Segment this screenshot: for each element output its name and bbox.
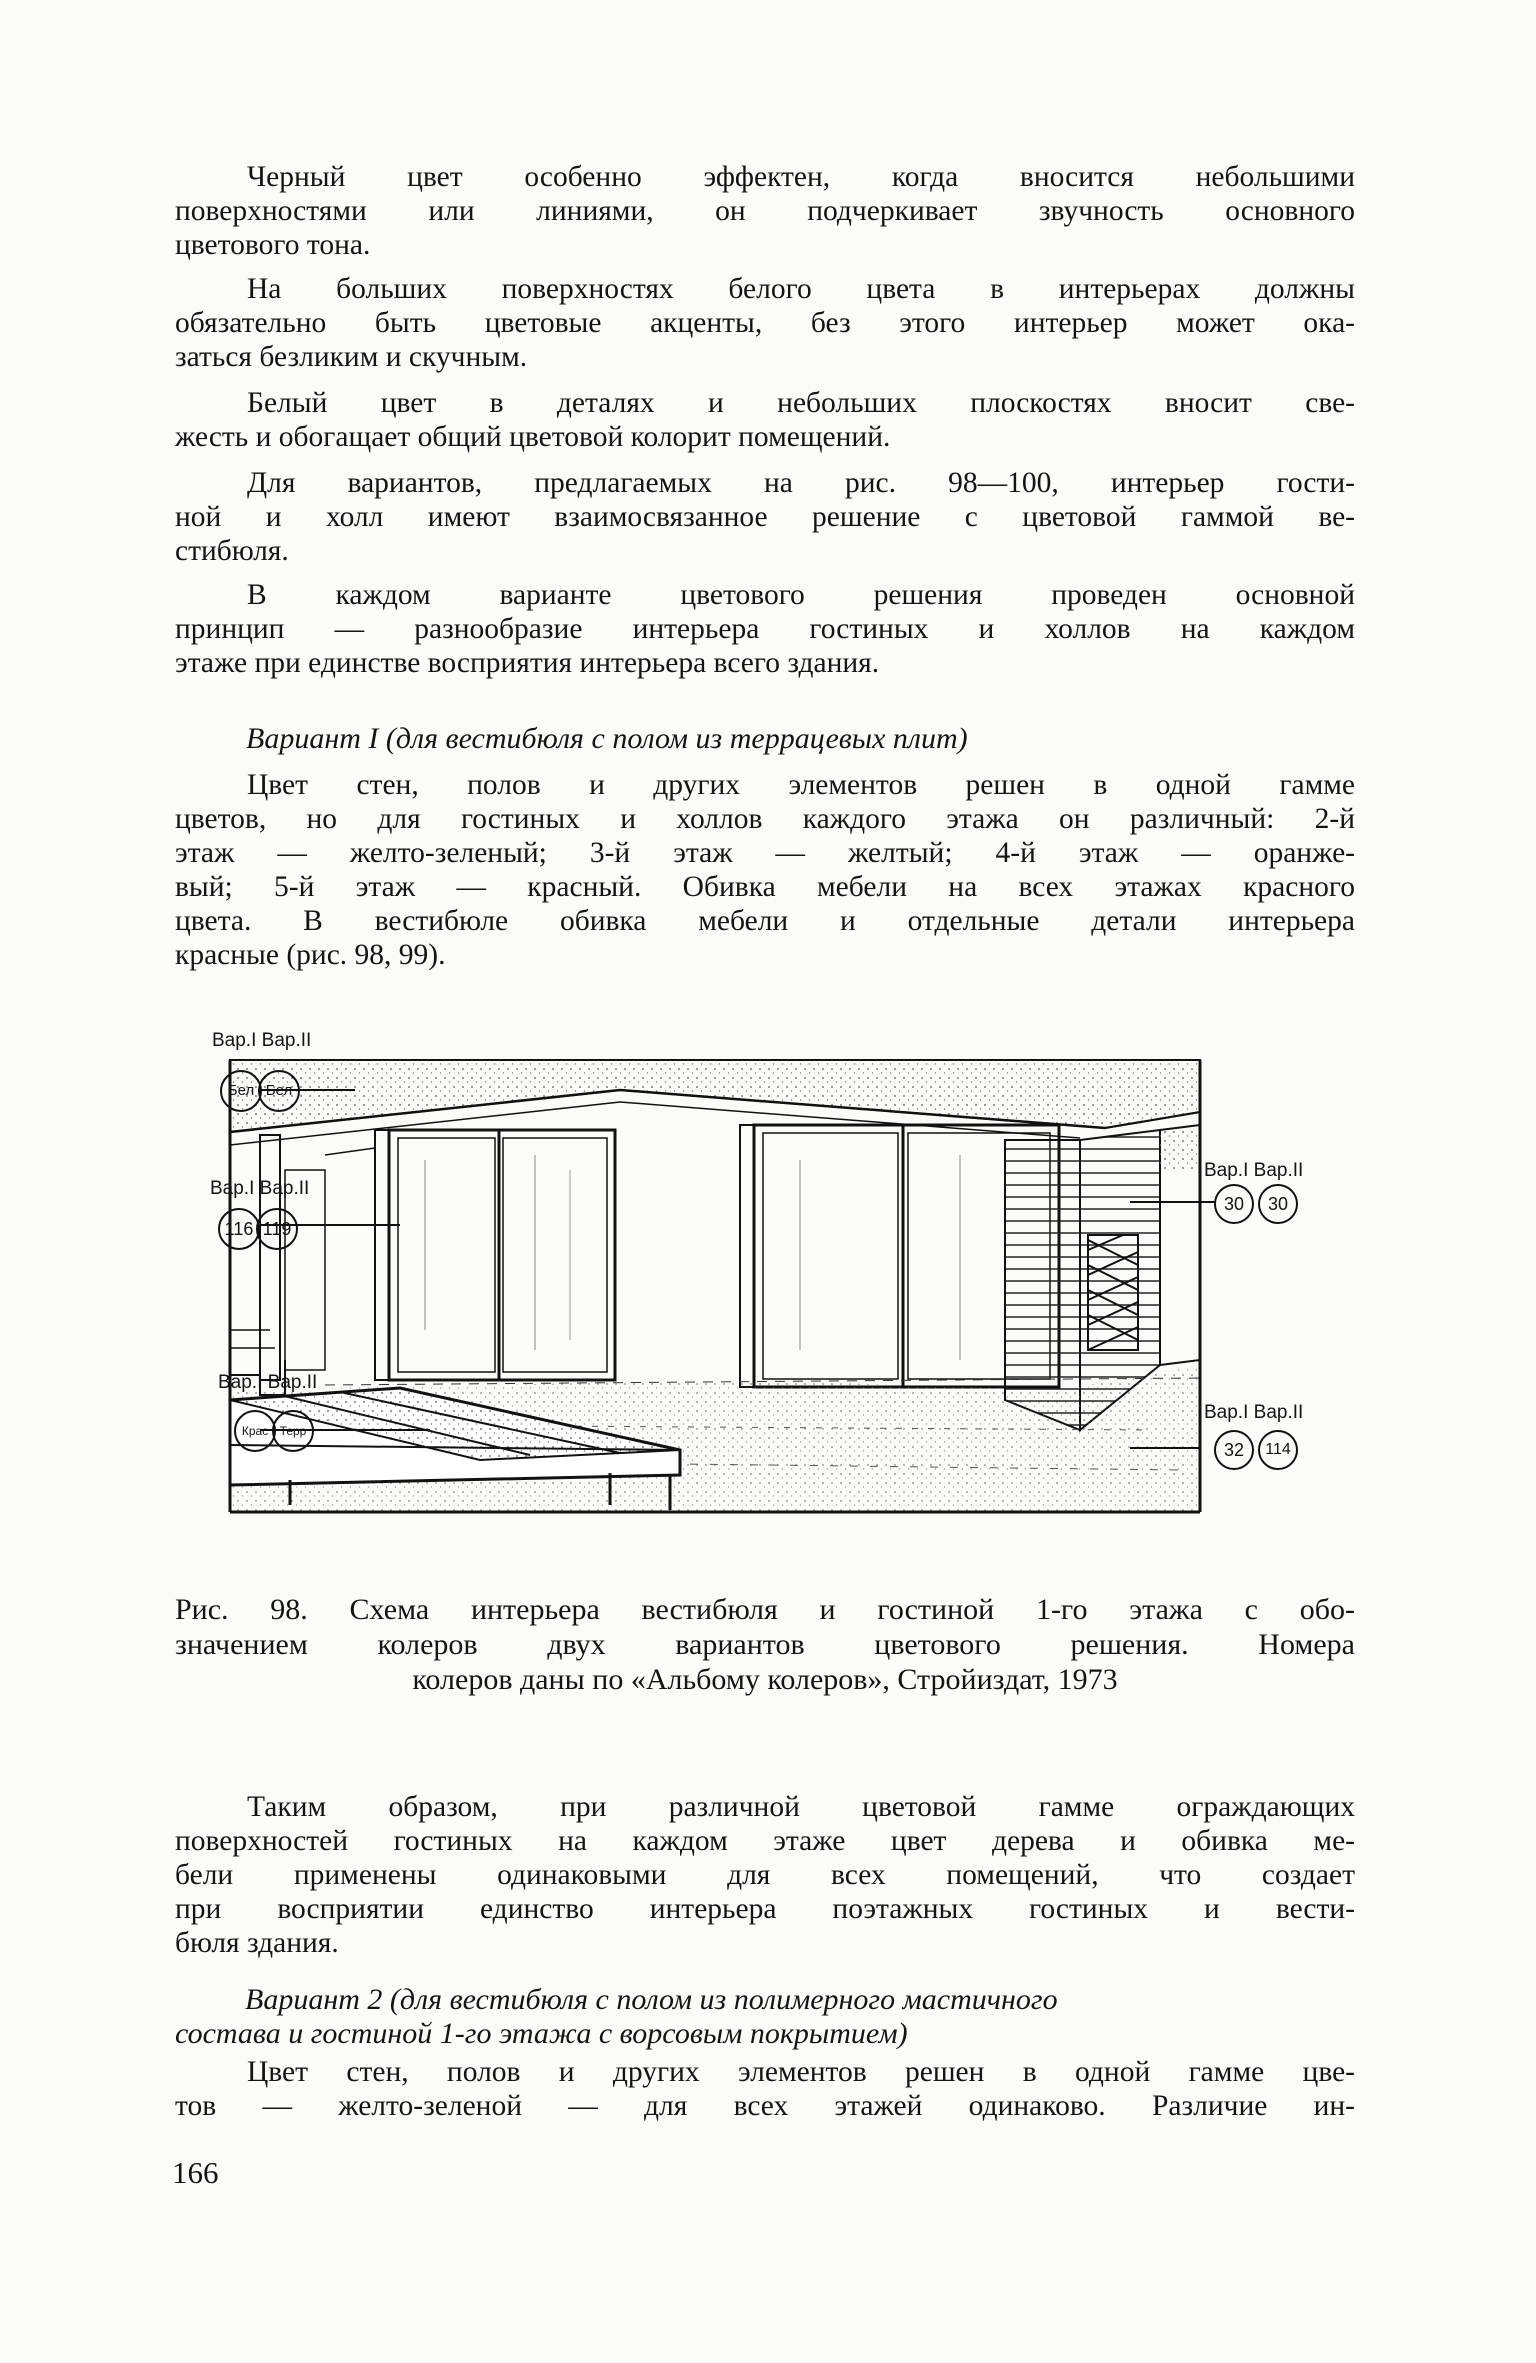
- page-number: 166: [172, 2155, 219, 2190]
- color-code-circle: Бел: [258, 1070, 300, 1112]
- label-floor-header: Вар.I Вар.II: [1204, 1402, 1304, 1423]
- text-line: ной и холл имеют взаимосвязанное решение с цветовой гаммой ве-: [175, 501, 1355, 533]
- caption-line: Рис. 98. Схема интерьера вестибюля и гостиной 1-го этажа с обо-: [175, 1593, 1355, 1626]
- text-line: поверхностями или линиями, он подчеркивает звучность основного: [175, 195, 1355, 227]
- paragraph-4: [175, 466, 1355, 568]
- figure-98: [200, 1030, 1330, 1540]
- color-code-circle: Терр: [272, 1410, 314, 1452]
- caption-line: значением колеров двух вариантов цветового решения. Номера: [175, 1628, 1355, 1661]
- text-line: жесть и обогащает общий цветовой колорит помещений.: [175, 421, 891, 453]
- text-line: бели применены одинаковыми для всех помещений, что создает: [175, 1859, 1355, 1891]
- text-line: Цвет стен, полов и других элементов решен в одной гамме: [247, 769, 1355, 801]
- color-code-circle: 116: [218, 1208, 260, 1250]
- section-heading-variant-1: Вариант I (для вестибюля с полом из террацевых плит): [246, 722, 968, 755]
- label-wood-codes: [1214, 1184, 1298, 1224]
- color-code-circle: 114: [1258, 1430, 1298, 1470]
- section-heading-variant-2: [175, 1983, 1355, 2051]
- text-line: тов — желто-зеленой — для всех этажей одинаково. Различие ин-: [175, 2090, 1355, 2122]
- color-code-circle: 32: [1214, 1430, 1254, 1470]
- label-walls-codes: [218, 1208, 298, 1250]
- paragraph-1: [175, 160, 1355, 262]
- label-wood-header: Вар.I Вар.II: [1204, 1160, 1304, 1181]
- heading-line: состава и гостиной 1-го этажа с ворсовым покрытием): [175, 2017, 908, 2050]
- color-code-circle: 30: [1258, 1184, 1298, 1224]
- label-bench-header: Вар.I Вар.II: [218, 1372, 318, 1393]
- text-line: вый; 5-й этаж — красный. Обивка мебели на всех этажах красного: [175, 871, 1355, 903]
- text-line: поверхностей гостиных на каждом этаже цвет дерева и обивка ме-: [175, 1825, 1355, 1857]
- paragraph-2: [175, 272, 1355, 374]
- color-code-circle: 119: [256, 1208, 298, 1250]
- paragraph-after-figure: [175, 1790, 1355, 1960]
- text-line: красные (рис. 98, 99).: [175, 939, 446, 971]
- paragraph-variant-2: [175, 2055, 1355, 2123]
- text-line: этаж — желто-зеленый; 3-й этаж — желтый; 4-й этаж — оранже-: [175, 837, 1355, 869]
- label-walls-header: Вар.I Вар.II: [210, 1178, 310, 1199]
- text-line: цветов, но для гостиных и холлов каждого этажа он различный: 2-й: [175, 803, 1355, 835]
- label-bench-codes: [234, 1410, 314, 1452]
- label-floor-codes: [1214, 1430, 1298, 1470]
- text-line: заться безликим и скучным.: [175, 341, 528, 373]
- caption-line: колеров даны по «Альбому колеров», Стройиздат, 1973: [412, 1663, 1118, 1696]
- label-ceiling-header: Вар.I Вар.II: [212, 1030, 312, 1051]
- text-line: Белый цвет в деталях и небольших плоскостях вносит све-: [247, 387, 1355, 419]
- text-line: Таким образом, при различной цветовой гамме ограждающих: [247, 1791, 1355, 1823]
- text-line: Для вариантов, предлагаемых на рис. 98—100, интерьер гости-: [247, 467, 1355, 499]
- color-code-circle: Бел: [220, 1070, 262, 1112]
- text-line: Цвет стен, полов и других элементов решен в одной гамме цве-: [247, 2056, 1355, 2088]
- text-line: Черный цвет особенно эффектен, когда вносится небольшими: [247, 161, 1355, 193]
- text-line: На больших поверхностях белого цвета в интерьерах должны: [247, 273, 1355, 305]
- text-line: при восприятии единство интерьера поэтажных гостиных и вести-: [175, 1893, 1355, 1925]
- interior-schematic-drawing: [200, 1030, 1330, 1540]
- color-code-circle: 30: [1214, 1184, 1254, 1224]
- text-line: принцип — разнообразие интерьера гостиных и холлов на каждом: [175, 613, 1355, 645]
- heading-line: Вариант 2 (для вестибюля с полом из полимерного мастичного: [245, 1983, 1058, 2016]
- paragraph-5: [175, 578, 1355, 680]
- text-line: цветового тона.: [175, 229, 371, 261]
- text-line: бюля здания.: [175, 1927, 339, 1959]
- text-line: цвета. В вестибюле обивка мебели и отдельные детали интерьера: [175, 905, 1355, 937]
- left-wall: [230, 1135, 325, 1395]
- label-ceiling-codes: [220, 1070, 300, 1112]
- text-line: обязательно быть цветовые акценты, без этого интерьер может ока-: [175, 307, 1355, 339]
- sliding-windows-left: [389, 1130, 615, 1380]
- text-line: В каждом варианте цветового решения проведен основной: [247, 579, 1355, 611]
- text-line: стибюля.: [175, 535, 289, 567]
- paragraph-variant-1: [175, 768, 1355, 972]
- color-code-circle: Крас: [234, 1410, 276, 1452]
- paragraph-3: [175, 386, 1355, 454]
- text-line: этаже при единстве восприятия интерьера всего здания.: [175, 647, 880, 679]
- figure-caption: [175, 1592, 1355, 1697]
